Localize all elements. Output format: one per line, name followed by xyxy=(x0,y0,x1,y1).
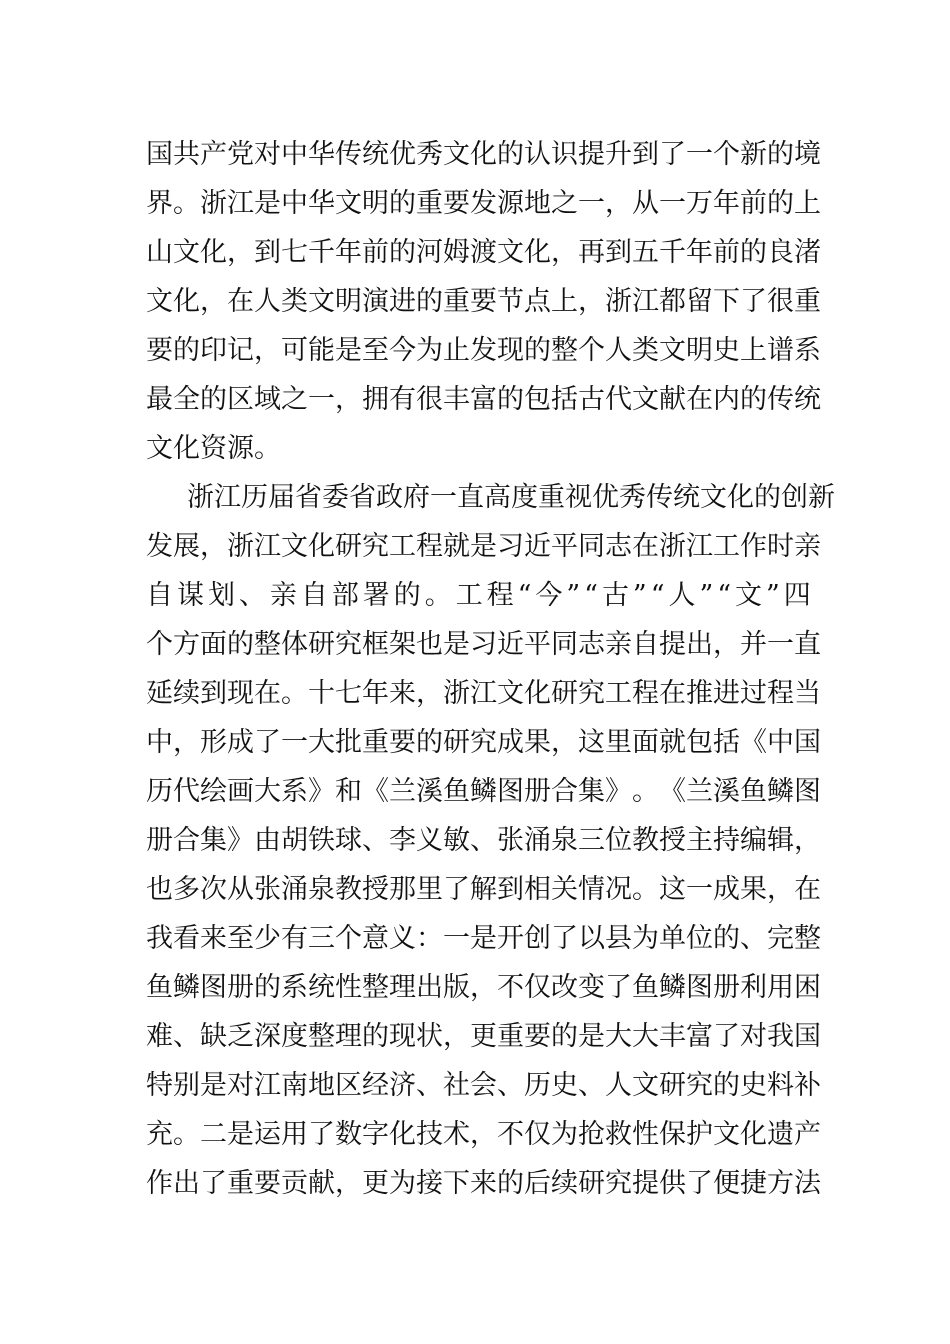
text-line: 界 。 浙 江 是 中 华 文 明 的 重 要 发 源 地 之 一 ， 从 一 万 年 前 的 上 xyxy=(146,188,821,219)
text-line: 文 化 ， 在 人 类 文 明 演 进 的 重 要 节 点 上 ， 浙 江 都 留 下 了 很 重 xyxy=(146,286,821,317)
text-line: 中 ， 形 成 了 一 大 批 重 要 的 研 究 成 果 ， 这 里 面 就 包 括 《 中 国 xyxy=(146,727,821,758)
text-line: 也 多 次 从 张 涌 泉 教 授 那 里 了 解 到 相 关 情 况 。 这 一 成 果 ， 在 xyxy=(146,874,821,905)
text-line: 鱼 鳞 图 册 的 系 统 性 整 理 出 版 ， 不 仅 改 变 了 鱼 鳞 图 册 利 用 困 xyxy=(146,972,821,1003)
body-text xyxy=(146,130,835,1208)
paragraph-1 xyxy=(146,130,821,473)
text-line: 文化资源。 xyxy=(146,433,281,464)
text-line: 发 展 ， 浙 江 文 化 研 究 工 程 就 是 习 近 平 同 志 在 浙 江 工 作 时 亲 xyxy=(146,531,821,562)
text-line: 难 、 缺 乏 深 度 整 理 的 现 状 ， 更 重 要 的 是 大 大 丰 富 了 对 我 国 xyxy=(146,1021,821,1052)
text-line: 山 文 化 ， 到 七 千 年 前 的 河 姆 渡 文 化 ， 再 到 五 千 年 前 的 良 渚 xyxy=(146,237,821,268)
text-line: 个 方 面 的 整 体 研 究 框 架 也 是 习 近 平 同 志 亲 自 提 出 ， 并 一 直 xyxy=(146,629,821,660)
text-line: 最 全 的 区 域 之 一 ， 拥 有 很 丰 富 的 包 括 古 代 文 献 在 内 的 传 统 xyxy=(146,384,821,415)
text-line: 浙 江 历 届 省 委 省 政 府 一 直 高 度 重 视 优 秀 传 统 文 化 的 创 新 xyxy=(187,482,835,513)
paragraph-2 xyxy=(146,473,835,1208)
text-line: 历 代 绘 画 大 系 》 和 《 兰 溪 鱼 鳞 图 册 合 集 》 。 《 兰 溪 鱼 鳞 图 xyxy=(146,776,821,807)
text-line: 册 合 集 》 由 胡 铁 球 、 李 义 敏 、 张 涌 泉 三 位 教 授 主 持 编 辑 ， xyxy=(146,825,821,856)
text-line: 作 出 了 重 要 贡 献 ， 更 为 接 下 来 的 后 续 研 究 提 供 了 便 捷 方 法 xyxy=(146,1168,821,1199)
text-line: 充 。 二 是 运 用 了 数 字 化 技 术 ， 不 仅 为 抢 救 性 保 护 文 化 遗 产 xyxy=(146,1119,821,1150)
text-line: 特 别 是 对 江 南 地 区 经 济 、 社 会 、 历 史 、 人 文 研 究 的 史 料 补 xyxy=(146,1070,821,1101)
text-line: 要 的 印 记 ， 可 能 是 至 今 为 止 发 现 的 整 个 人 类 文 明 史 上 谱 系 xyxy=(146,335,821,366)
text-line: 延 续 到 现 在 。 十 七 年 来 ， 浙 江 文 化 研 究 工 程 在 推 进 过 程 当 xyxy=(146,678,821,709)
text-line: 我 看 来 至 少 有 三 个 意 义 ： 一 是 开 创 了 以 县 为 单 位 的 、 完 整 xyxy=(146,923,821,954)
text-line: 自 谋 划 、 亲 自 部 署 的 。 工 程 “ 今 ” “ 古 ” “ 人 ” “ 文 ” 四 xyxy=(146,580,811,611)
text-line: 国 共 产 党 对 中 华 传 统 优 秀 文 化 的 认 识 提 升 到 了 一 个 新 的 境 xyxy=(146,139,821,170)
